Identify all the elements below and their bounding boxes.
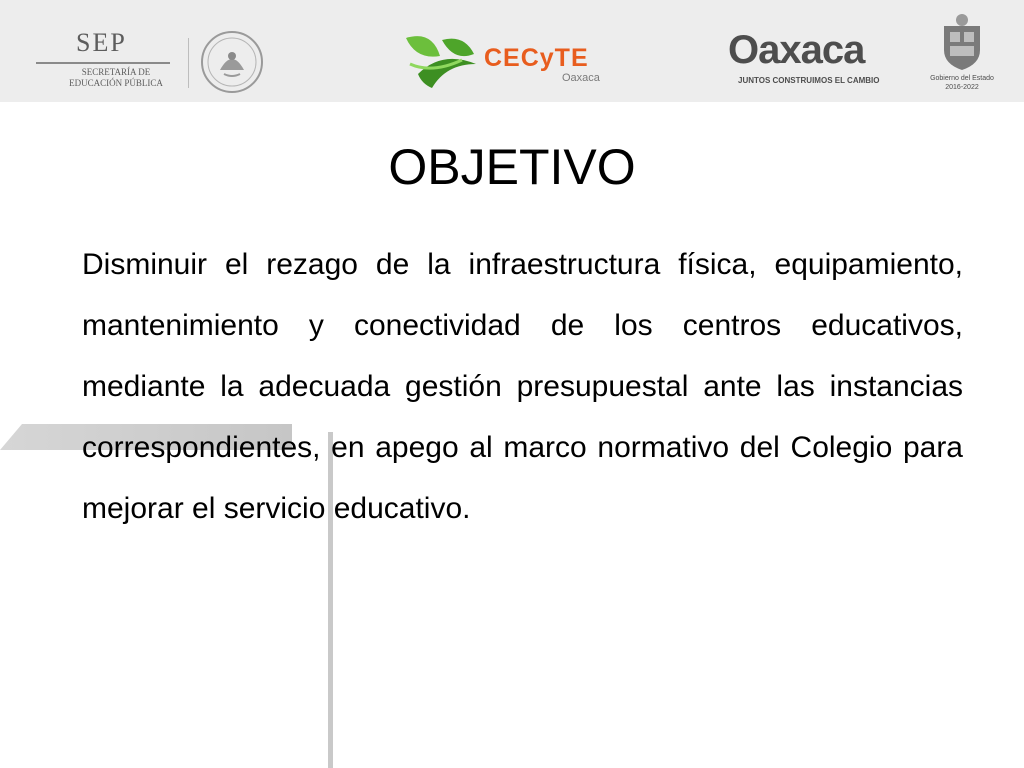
cecyte-leaf-icon [402, 30, 482, 92]
gobierno-label-line1: Gobierno del Estado [930, 75, 994, 82]
oaxaca-logo [728, 28, 928, 92]
sep-subtitle [56, 67, 176, 89]
sep-title: SEP [76, 28, 127, 57]
gobierno-logo [930, 12, 994, 94]
header-banner [0, 0, 1024, 102]
mexico-seal-icon [200, 30, 264, 94]
slide-title: OBJETIVO [388, 139, 636, 195]
gobierno-label [930, 74, 994, 92]
sep-logo [36, 28, 176, 90]
cecyte-logo [402, 30, 612, 92]
header-divider [188, 38, 189, 88]
gobierno-label-line2: 2016-2022 [945, 84, 979, 91]
oaxaca-wordmark: Oaxaca [728, 28, 865, 72]
sep-subtitle-line1: SECRETARÍA DE [81, 67, 151, 77]
slide-body: Disminuir el rezago de la infraestructura física, equipamiento, mantenimiento y conectividad de los centros educativos, mediante la adecuada gestión presupuestal ante las instancias correspondientes, en apego al marco normativo del Colegio para mejorar el servicio educativo. [82, 248, 963, 525]
sep-divider [36, 62, 170, 64]
oaxaca-tagline: JUNTOS CONSTRUIMOS EL CAMBIO [738, 76, 880, 85]
cecyte-subtitle: Oaxaca [562, 72, 600, 84]
cecyte-name: CECyTE [484, 44, 589, 72]
state-shield-icon [930, 12, 994, 72]
sep-subtitle-line2: EDUCACIÓN PÚBLICA [69, 78, 163, 88]
